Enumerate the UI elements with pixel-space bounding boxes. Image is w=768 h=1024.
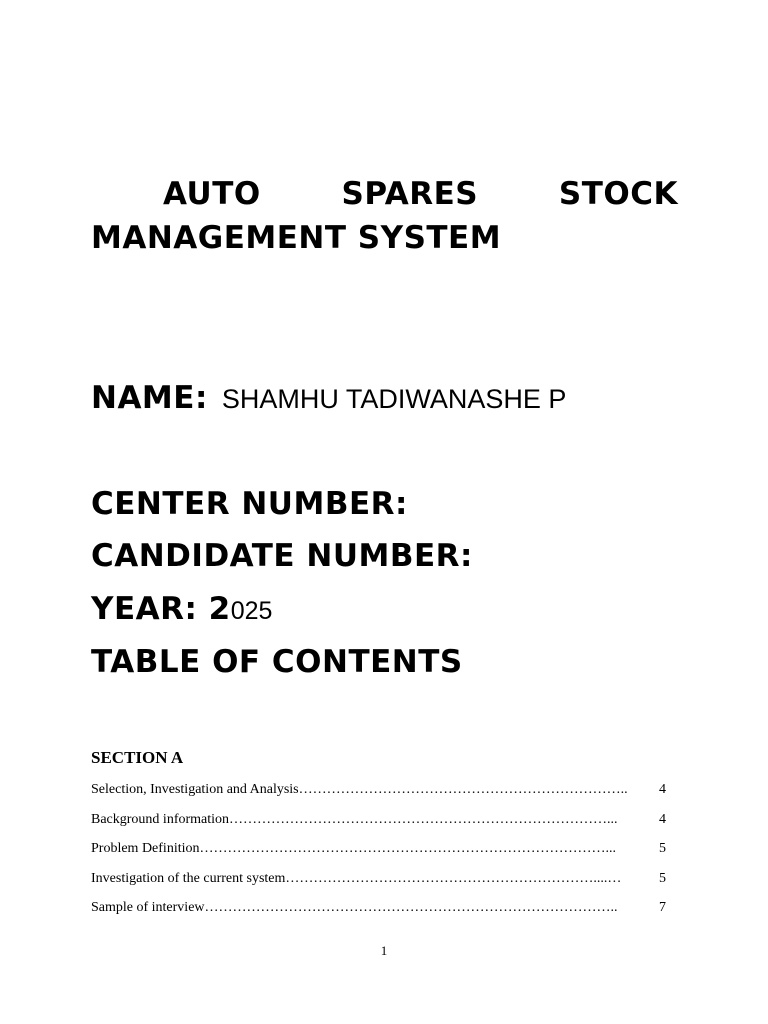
title-line-1 xyxy=(91,172,678,216)
name-label: NAME: xyxy=(91,380,208,416)
name-line xyxy=(91,378,566,419)
toc-entry-label: Background information xyxy=(91,811,230,827)
title-line-2: MANAGEMENT SYSTEM xyxy=(91,220,502,256)
toc-entry[interactable] xyxy=(91,838,666,868)
toc-entry-label: Selection, Investigation and Analysis xyxy=(91,782,299,797)
title-word: AUTO xyxy=(163,176,261,212)
toc-entry-leader: ……………………………………………………………………………... xyxy=(199,841,616,856)
document-title xyxy=(91,172,678,260)
year-line xyxy=(91,589,272,631)
toc-entry[interactable] xyxy=(91,868,666,898)
name-value: SHAMHU TADIWANASHE P xyxy=(221,384,567,414)
year-value: 025 xyxy=(230,597,273,625)
toc-entry-page: 7 xyxy=(659,900,666,915)
title-word: STOCK xyxy=(558,176,678,212)
toc-entry[interactable] xyxy=(91,897,666,927)
toc-entry-page: 5 xyxy=(659,870,666,886)
toc-entry-leader: …………………………………………………………….. xyxy=(298,782,628,797)
toc-entry-label: Sample of interview xyxy=(91,900,205,915)
toc-entry-page: 5 xyxy=(659,841,666,856)
toc-entry-page: 4 xyxy=(659,782,666,797)
toc-entry-leader: …………………………………………………………....… xyxy=(285,870,622,886)
year-label: YEAR: 2 xyxy=(91,591,231,627)
toc-list xyxy=(91,779,666,927)
toc-entry-leader: ………………………………………………………………………... xyxy=(229,811,618,827)
toc-entry-leader: …………………………………………………………………………….. xyxy=(204,900,618,915)
title-word: SPARES xyxy=(341,176,479,212)
toc-entry-label: Problem Definition xyxy=(91,841,200,856)
toc-entry-page: 4 xyxy=(659,811,666,827)
section-title: SECTION A xyxy=(91,748,184,767)
toc-entry[interactable] xyxy=(91,779,666,809)
toc-entry[interactable] xyxy=(91,809,666,839)
toc-entry-label: Investigation of the current system xyxy=(91,870,286,886)
candidate-number-label: CANDIDATE NUMBER: xyxy=(91,538,473,574)
page-number: 1 xyxy=(380,943,388,958)
center-number-label: CENTER NUMBER: xyxy=(91,486,408,522)
toc-heading: TABLE OF CONTENTS xyxy=(91,644,463,680)
